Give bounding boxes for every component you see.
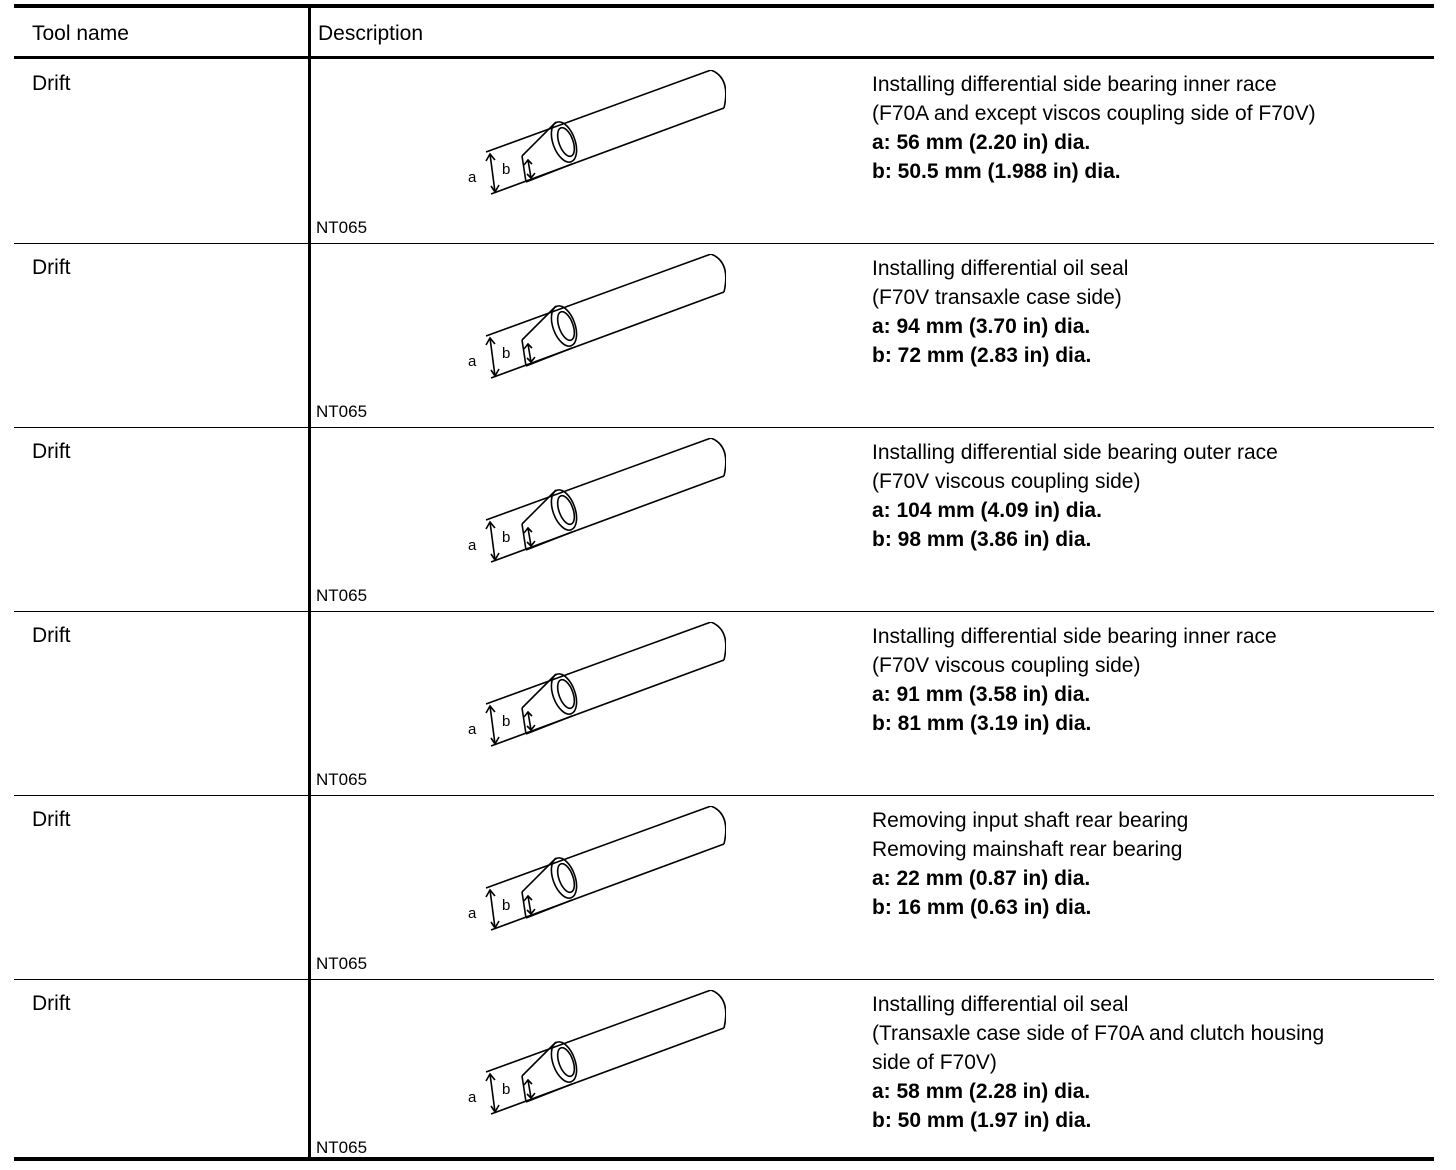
table-row [14, 428, 1434, 612]
header-tool-name: Tool name [32, 22, 129, 45]
tool-description [872, 806, 1422, 922]
description-line: (F70V viscous coupling side) [872, 470, 1141, 493]
description-line: b: 16 mm (0.63 in) dia. [872, 896, 1092, 919]
table-row [14, 60, 1434, 244]
description-line: b: 81 mm (3.19 in) dia. [872, 712, 1092, 735]
dimension-label-a: a [468, 353, 477, 370]
dimension-label-b: b [502, 897, 511, 914]
dimension-label-b: b [502, 529, 511, 546]
description-line: a: 91 mm (3.58 in) dia. [872, 683, 1091, 706]
description-line: a: 58 mm (2.28 in) dia. [872, 1080, 1091, 1103]
table-row [14, 244, 1434, 428]
table-bottom-rule [14, 1157, 1434, 1161]
tool-name: Drift [32, 808, 71, 831]
figure-code: NT065 [316, 1138, 368, 1157]
tool-description [872, 70, 1422, 186]
description-line: a: 94 mm (3.70 in) dia. [872, 315, 1091, 338]
table-header [14, 8, 1434, 58]
tool-description [872, 438, 1422, 554]
header-description: Description [318, 22, 424, 45]
description-line: a: 22 mm (0.87 in) dia. [872, 867, 1091, 890]
drift-icon [446, 806, 726, 936]
description-line: Installing differential oil seal [872, 257, 1129, 280]
dimension-label-a: a [468, 905, 477, 922]
description-line: (F70A and except viscos coupling side of F70V) [872, 102, 1316, 125]
figure-code: NT065 [316, 770, 368, 789]
description-line: b: 98 mm (3.86 in) dia. [872, 528, 1092, 551]
dimension-label-a: a [468, 1089, 477, 1106]
description-line: b: 50.5 mm (1.988 in) dia. [872, 160, 1121, 183]
tool-name: Drift [32, 992, 71, 1015]
figure-code: NT065 [316, 954, 368, 973]
description-line: Installing differential side bearing inner race [872, 73, 1277, 96]
drift-icon [446, 990, 726, 1120]
description-line: b: 72 mm (2.83 in) dia. [872, 344, 1092, 367]
description-line: a: 56 mm (2.20 in) dia. [872, 131, 1091, 154]
drift-icon [446, 622, 726, 752]
description-line: Removing input shaft rear bearing [872, 809, 1189, 832]
description-line: Installing differential side bearing outer race [872, 441, 1278, 464]
dimension-label-b: b [502, 345, 511, 362]
table-row [14, 612, 1434, 796]
description-line: (Transaxle case side of F70A and clutch housing [872, 1022, 1325, 1045]
tool-description [872, 254, 1422, 370]
figure-code: NT065 [316, 218, 368, 237]
dimension-label-a: a [468, 169, 477, 186]
tool-description [872, 990, 1422, 1135]
figure-code: NT065 [316, 586, 368, 605]
dimension-label-b: b [502, 1081, 511, 1098]
drift-icon [446, 70, 726, 200]
figure-code: NT065 [316, 402, 368, 421]
tool-name: Drift [32, 440, 71, 463]
table-row [14, 980, 1434, 1164]
tool-name: Drift [32, 72, 71, 95]
header-rule [14, 56, 1434, 59]
table-row [14, 796, 1434, 980]
description-line: (F70V viscous coupling side) [872, 654, 1141, 677]
tool-name: Drift [32, 624, 71, 647]
dimension-label-a: a [468, 537, 477, 554]
description-line: Installing differential oil seal [872, 993, 1129, 1016]
description-line: (F70V transaxle case side) [872, 286, 1122, 309]
tool-name: Drift [32, 256, 71, 279]
description-line: b: 50 mm (1.97 in) dia. [872, 1109, 1092, 1132]
description-line: Removing mainshaft rear bearing [872, 838, 1183, 861]
drift-icon [446, 438, 726, 568]
tool-description [872, 622, 1422, 738]
dimension-label-b: b [502, 161, 511, 178]
dimension-label-b: b [502, 713, 511, 730]
dimension-label-a: a [468, 721, 477, 738]
description-line: Installing differential side bearing inner race [872, 625, 1277, 648]
special-tools-table [14, 4, 1434, 1164]
description-line: side of F70V) [872, 1051, 997, 1074]
description-line: a: 104 mm (4.09 in) dia. [872, 499, 1102, 522]
drift-icon [446, 254, 726, 384]
